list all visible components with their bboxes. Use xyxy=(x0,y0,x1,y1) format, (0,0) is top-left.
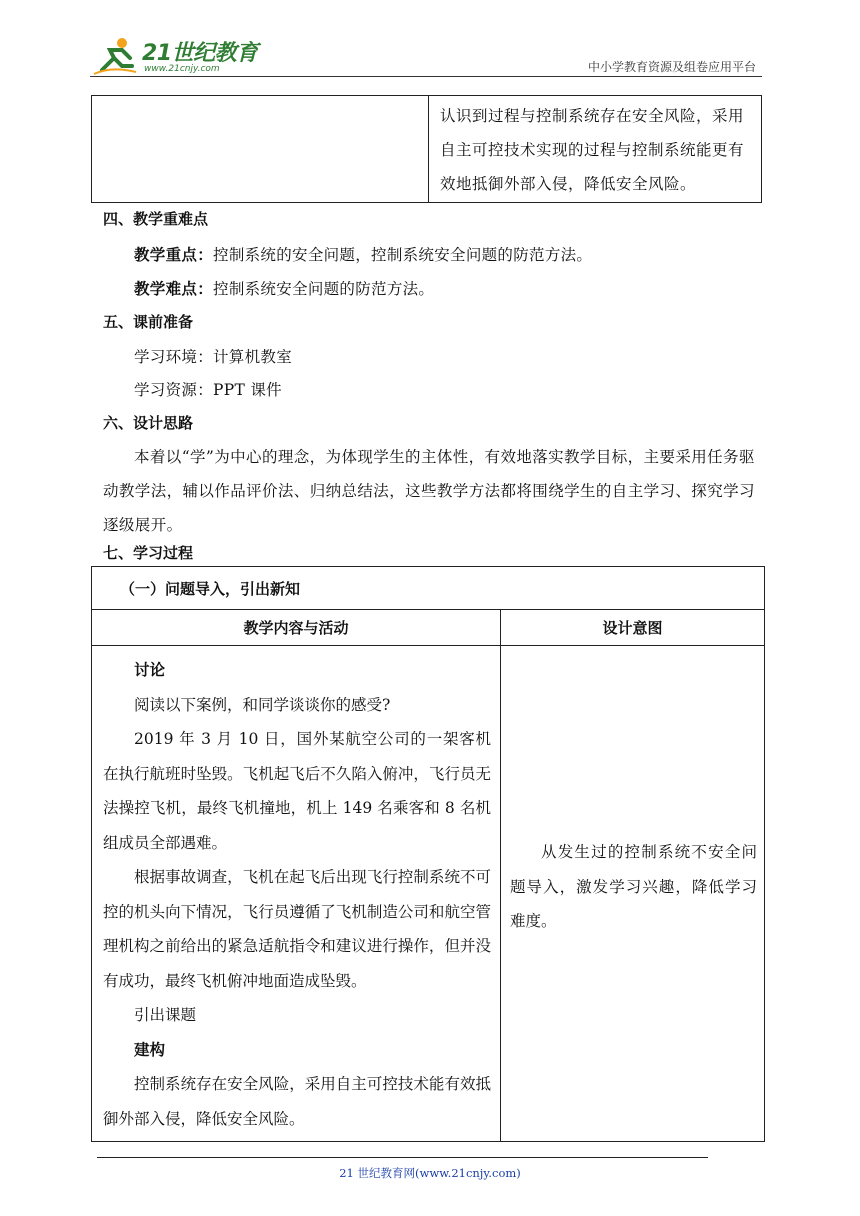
construct-heading: 建构 xyxy=(134,1040,166,1059)
column-header-content: 教学内容与活动 xyxy=(92,610,501,646)
section-heading-5: 五、课前准备 xyxy=(103,313,194,331)
section-heading-4: 四、教学重难点 xyxy=(103,210,209,228)
learning-resource: 学习资源：PPT 课件 xyxy=(134,381,282,399)
right-cell-text: 认识到过程与控制系统存在安全风险，采用自主可控技术实现的过程与控制系统能更有效地抵御外部入侵，降低安全风险。 xyxy=(440,107,745,193)
difficult-point xyxy=(134,277,434,299)
footer-text: 21 世纪教育网(www.21cnjy.com) xyxy=(339,1166,521,1180)
key-point-text: 控制系统的安全问题，控制系统安全问题的防范方法。 xyxy=(213,246,593,264)
logo xyxy=(92,34,262,78)
case-paragraph-2: 根据事故调查，飞机在起飞后出现飞行控制系统不可控的机头向下情况，飞行员遵循了飞机制造公司和航空管理机构之前给出的紧急适航指令和建议进行操作，但并没有成功，最终飞机俯冲地面造成坠毁。 xyxy=(103,868,491,990)
header-divider xyxy=(90,76,762,77)
learning-process-table xyxy=(91,566,765,1142)
discuss-heading: 讨论 xyxy=(134,661,166,679)
construct-text: 控制系统存在安全风险，采用自主可控技术能有效抵御外部入侵，降低安全风险。 xyxy=(103,1075,491,1128)
right-cell xyxy=(429,96,762,203)
runner-logo-icon xyxy=(92,36,140,76)
footer-divider xyxy=(97,1157,708,1158)
platform-title: 中小学教育资源及组卷应用平台 xyxy=(587,60,756,74)
section-heading-6: 六、设计思路 xyxy=(103,414,194,432)
difficult-point-text: 控制系统安全问题的防范方法。 xyxy=(213,280,435,298)
logo-text: 21世纪教育 xyxy=(142,41,258,66)
key-point-label: 教学重点： xyxy=(134,246,214,264)
objectives-table-continuation xyxy=(91,95,762,203)
difficult-point-label: 教学难点： xyxy=(134,280,214,298)
content-cell xyxy=(92,646,501,1142)
page-header xyxy=(90,30,762,80)
case-paragraph-1: 2019 年 3 月 10 日，国外某航空公司的一架客机在执行航班时坠毁。飞机起飞后不久陷入俯冲，飞行员无法操控飞机，最终飞机撞地，机上 149 名乘客和 8 名机组成员全部遇难。 xyxy=(103,730,491,852)
column-header-design: 设计意图 xyxy=(501,610,765,646)
table-section-title: （一）问题导入，引出新知 xyxy=(92,567,765,610)
left-cell xyxy=(92,96,429,203)
design-rationale-paragraph: 本着以“学”为中心的理念，为体现学生的主体性，有效地落实教学目标，主要采用任务驱动教学法，辅以作品评价法、归纳总结法，这些教学方法都将围绕学生的自主学习、探究学习逐级展开。 xyxy=(103,448,755,534)
section-heading-7: 七、学习过程 xyxy=(103,544,194,562)
discuss-prompt: 阅读以下案例，和同学谈谈你的感受? xyxy=(134,695,391,714)
design-intent-cell xyxy=(501,646,765,1142)
design-intent-text: 从发生过的控制系统不安全问题导入，激发学习兴趣，降低学习难度。 xyxy=(510,843,757,930)
learning-environment: 学习环境：计算机教室 xyxy=(134,348,293,366)
lead-topic: 引出课题 xyxy=(134,1006,197,1024)
logo-url: www.21cnjy.com xyxy=(144,64,220,74)
key-point xyxy=(134,243,592,265)
